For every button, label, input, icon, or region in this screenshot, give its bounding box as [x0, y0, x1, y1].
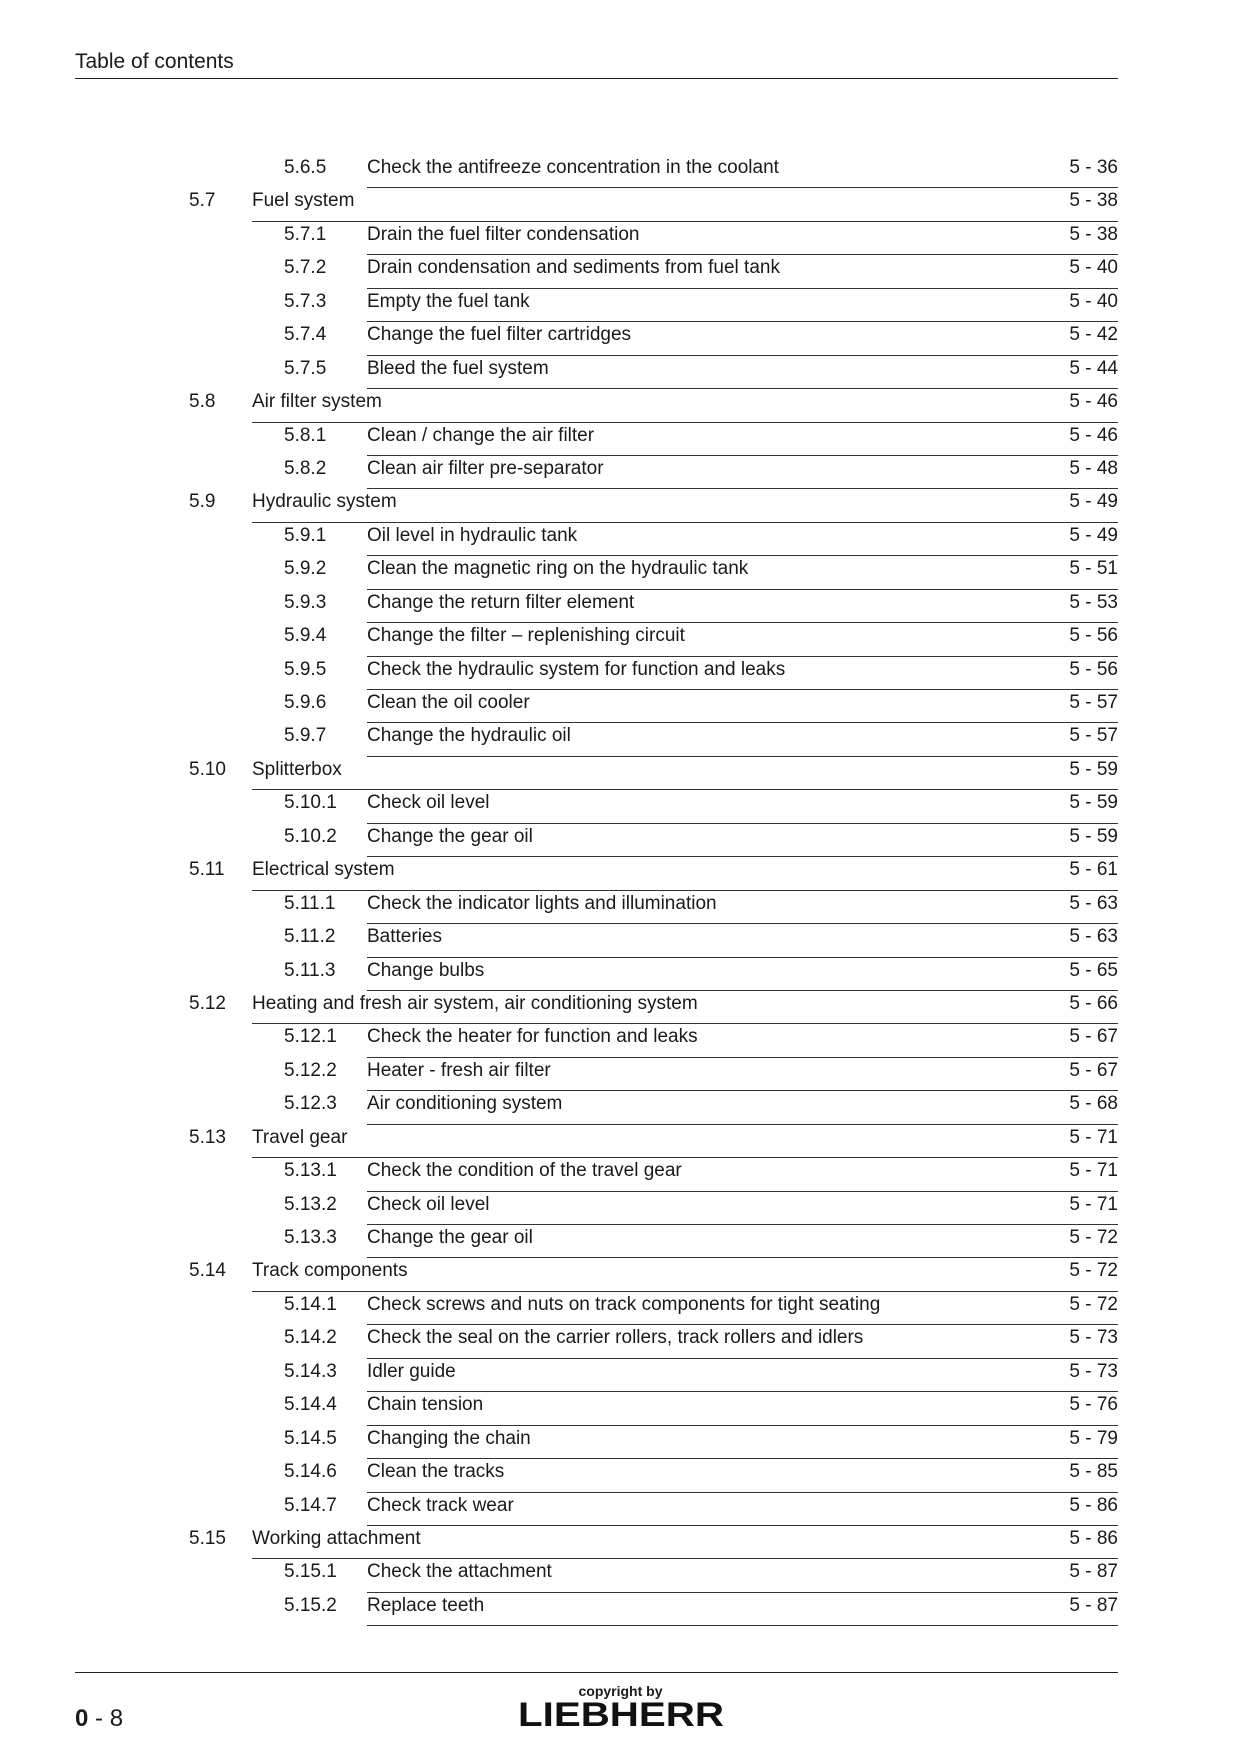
toc-entry-number: 5.9.5	[284, 658, 327, 680]
copyright-note: copyright by	[578, 1683, 663, 1699]
toc-entry-title: Fuel system	[252, 190, 355, 212]
toc-entry-number: 5.7.1	[284, 223, 327, 245]
toc-subsection-row[interactable]	[0, 824, 1241, 857]
toc-entry-number: 5.7.5	[284, 357, 327, 379]
toc-entry-title: Check the seal on the carrier rollers, track rollers and idlers	[367, 1327, 864, 1349]
toc-entry-title: Batteries	[367, 926, 442, 948]
toc-subsection-row[interactable]	[0, 1593, 1241, 1626]
toc-subsection-row[interactable]	[0, 255, 1241, 288]
toc-entry-page: 5 - 40	[1069, 257, 1118, 279]
toc-entry-title: Travel gear	[252, 1126, 348, 1148]
header-divider	[75, 78, 1118, 79]
page-separator: -	[88, 1705, 110, 1732]
page-number	[75, 1705, 123, 1733]
toc-entry-number: 5.11.3	[284, 959, 336, 981]
toc-subsection-row[interactable]	[0, 1359, 1241, 1392]
toc-entry-number: 5.9	[189, 491, 216, 513]
toc-entry-title: Check the antifreeze concentration in the coolant	[367, 157, 779, 178]
toc-subsection-row[interactable]	[0, 155, 1241, 188]
toc-subsection-row[interactable]	[0, 1325, 1241, 1358]
toc-entry-number: 5.14.4	[284, 1394, 337, 1416]
toc-subsection-row[interactable]	[0, 523, 1241, 556]
toc-subsection-row[interactable]	[0, 456, 1241, 489]
page-header-title: Table of contents	[75, 50, 234, 73]
toc-entry-page: 5 - 48	[1069, 457, 1118, 479]
toc-entry-title: Changing the chain	[367, 1427, 531, 1449]
toc-section-row[interactable]	[0, 857, 1241, 890]
toc-entry-page: 5 - 72	[1069, 1227, 1118, 1248]
toc-entry-number: 5.9.4	[284, 625, 327, 647]
toc-entry-number: 5.14	[189, 1260, 226, 1282]
toc-subsection-row[interactable]	[0, 657, 1241, 690]
toc-entry-number: 5.14.7	[284, 1494, 337, 1516]
toc-entry-number: 5.11.2	[284, 926, 336, 948]
toc-entry-title: Clean air filter pre-separator	[367, 457, 604, 479]
toc-entry-page: 5 - 56	[1069, 658, 1118, 680]
liebherr-logo	[515, 1698, 727, 1730]
toc-entry-title: Oil level in hydraulic tank	[367, 524, 578, 546]
toc-entry-number: 5.13.3	[284, 1227, 337, 1248]
toc-entry-page: 5 - 86	[1069, 1494, 1118, 1516]
toc-entry-page: 5 - 51	[1069, 558, 1118, 580]
toc-section-row[interactable]	[0, 1258, 1241, 1291]
toc-subsection-row[interactable]	[0, 623, 1241, 656]
toc-entry-page: 5 - 67	[1069, 1026, 1118, 1048]
toc-subsection-row[interactable]	[0, 1426, 1241, 1459]
toc-entry-number: 5.14.5	[284, 1427, 337, 1449]
toc-entry-page: 5 - 61	[1069, 859, 1118, 881]
toc-subsection-row[interactable]	[0, 790, 1241, 823]
toc-entry-title: Clean the magnetic ring on the hydraulic tank	[367, 558, 749, 580]
toc-entry-page: 5 - 68	[1069, 1093, 1118, 1115]
toc-entry-title: Clean the tracks	[367, 1461, 505, 1483]
toc-entry-title: Check the heater for function and leaks	[367, 1026, 698, 1048]
toc-entry-title: Check the condition of the travel gear	[367, 1160, 682, 1182]
toc-subsection-row[interactable]	[0, 958, 1241, 991]
toc-entry-page: 5 - 56	[1069, 625, 1118, 647]
toc-subsection-row[interactable]	[0, 556, 1241, 589]
toc-section-row[interactable]	[0, 188, 1241, 221]
toc-entry-page: 5 - 72	[1069, 1293, 1118, 1315]
toc-entry-page: 5 - 59	[1069, 792, 1118, 814]
toc-subsection-row[interactable]	[0, 1559, 1241, 1592]
toc-section-row[interactable]	[0, 1125, 1241, 1158]
toc-entry-title: Hydraulic system	[252, 491, 397, 513]
toc-entry-underline	[367, 1625, 1118, 1626]
toc-entry-page: 5 - 59	[1069, 825, 1118, 847]
toc-subsection-row[interactable]	[0, 924, 1241, 957]
toc-entry-page: 5 - 86	[1069, 1527, 1118, 1549]
toc-subsection-row[interactable]	[0, 322, 1241, 355]
toc-subsection-row[interactable]	[0, 289, 1241, 322]
toc-entry-page: 5 - 79	[1069, 1427, 1118, 1449]
toc-entry-title: Track components	[252, 1260, 408, 1282]
toc-entry-title: Change the gear oil	[367, 1227, 533, 1248]
toc-entry-title: Heating and fresh air system, air conditioning system	[252, 992, 698, 1014]
toc-entry-title: Check the indicator lights and illumination	[367, 892, 717, 914]
toc-entry-page: 5 - 87	[1069, 1594, 1118, 1616]
toc-entry-number: 5.9.3	[284, 591, 327, 613]
toc-entry-number: 5.13	[189, 1126, 226, 1148]
toc-section-row[interactable]	[0, 991, 1241, 1024]
toc-entry-number: 5.13.2	[284, 1193, 337, 1215]
toc-entry-page: 5 - 72	[1069, 1260, 1118, 1282]
toc-entry-page: 5 - 46	[1069, 424, 1118, 446]
toc-entry-page: 5 - 38	[1069, 223, 1118, 245]
toc-entry-title: Change the return filter element	[367, 591, 635, 613]
page-chapter: 0	[75, 1705, 89, 1732]
toc-entry-number: 5.12.2	[284, 1059, 337, 1081]
toc-entry-number: 5.14.3	[284, 1360, 337, 1382]
toc-entry-number: 5.8	[189, 391, 216, 413]
toc-entry-page: 5 - 40	[1069, 290, 1118, 312]
toc-entry-title: Check oil level	[367, 1193, 490, 1215]
toc-entry-title: Change the gear oil	[367, 825, 533, 847]
toc-entry-title: Change bulbs	[367, 959, 485, 981]
toc-subsection-row[interactable]	[0, 891, 1241, 924]
toc-subsection-row[interactable]	[0, 1024, 1241, 1057]
toc-entry-title: Chain tension	[367, 1394, 484, 1416]
toc-entry-page: 5 - 65	[1069, 959, 1118, 981]
toc-section-row[interactable]	[0, 757, 1241, 790]
toc-entry-title: Clean the oil cooler	[367, 692, 530, 713]
toc-entry-page: 5 - 42	[1069, 324, 1118, 346]
toc-subsection-row[interactable]	[0, 1493, 1241, 1526]
toc-entry-page: 5 - 73	[1069, 1327, 1118, 1349]
toc-entry-title: Air filter system	[252, 391, 382, 413]
toc-entry-page: 5 - 53	[1069, 591, 1118, 613]
toc-entry-title: Replace teeth	[367, 1594, 485, 1616]
toc-subsection-row[interactable]	[0, 1192, 1241, 1225]
toc-entry-number: 5.9.1	[284, 524, 327, 546]
toc-entry-number: 5.14.2	[284, 1327, 337, 1349]
toc-entry-number: 5.15	[189, 1527, 226, 1549]
toc-entry-title: Change the filter – replenishing circuit	[367, 625, 685, 647]
toc-entry-page: 5 - 67	[1069, 1059, 1118, 1081]
toc-entry-page: 5 - 63	[1069, 892, 1118, 914]
toc-entry-number: 5.6.5	[284, 157, 327, 178]
toc-entry-page: 5 - 73	[1069, 1360, 1118, 1382]
toc-entry-page: 5 - 71	[1069, 1160, 1118, 1182]
toc-subsection-row[interactable]	[0, 1058, 1241, 1091]
toc-entry-title: Change the hydraulic oil	[367, 725, 571, 747]
toc-entry-page: 5 - 63	[1069, 926, 1118, 948]
page-index: 8	[109, 1705, 124, 1732]
toc-entry-number: 5.10.1	[284, 792, 337, 814]
toc-entry-title: Check the attachment	[367, 1561, 552, 1583]
toc-entry-number: 5.12.1	[284, 1026, 337, 1048]
footer-divider	[75, 1672, 1118, 1673]
toc-entry-title: Air conditioning system	[367, 1093, 563, 1115]
toc-entry-title: Idler guide	[367, 1360, 456, 1382]
toc-entry-number: 5.7	[189, 190, 216, 212]
toc-subsection-row[interactable]	[0, 1292, 1241, 1325]
toc-subsection-row[interactable]	[0, 1091, 1241, 1124]
toc-entry-page: 5 - 57	[1069, 692, 1118, 713]
toc-entry-number: 5.9.6	[284, 692, 327, 713]
toc-entry-title: Drain condensation and sediments from fuel tank	[367, 257, 780, 279]
toc-entry-title: Clean / change the air filter	[367, 424, 595, 446]
toc-subsection-row[interactable]	[0, 423, 1241, 456]
toc-section-row[interactable]	[0, 389, 1241, 422]
toc-section-row[interactable]	[0, 1526, 1241, 1559]
toc-entry-page: 5 - 57	[1069, 725, 1118, 747]
toc-entry-number: 5.9.7	[284, 725, 327, 747]
toc-entry-number: 5.14.1	[284, 1293, 337, 1315]
toc-entry-title: Empty the fuel tank	[367, 290, 530, 312]
toc-entry-page: 5 - 71	[1069, 1193, 1118, 1215]
toc-entry-title: Check oil level	[367, 792, 490, 814]
toc-entry-number: 5.15.1	[284, 1561, 337, 1583]
toc-entry-number: 5.15.2	[284, 1594, 337, 1616]
toc-subsection-row[interactable]	[0, 356, 1241, 389]
toc-subsection-row[interactable]	[0, 1158, 1241, 1191]
toc-entry-page: 5 - 66	[1069, 992, 1118, 1014]
toc-subsection-row[interactable]	[0, 1459, 1241, 1492]
toc-entry-page: 5 - 85	[1069, 1461, 1118, 1483]
toc-entry-number: 5.9.2	[284, 558, 327, 580]
toc-entry-title: Electrical system	[252, 859, 395, 881]
toc-subsection-row[interactable]	[0, 222, 1241, 255]
toc-entry-title: Check track wear	[367, 1494, 514, 1516]
toc-entry-title: Splitterbox	[252, 758, 342, 780]
toc-entry-title: Working attachment	[252, 1527, 421, 1549]
toc-subsection-row[interactable]	[0, 1392, 1241, 1425]
toc-entry-number: 5.12.3	[284, 1093, 337, 1115]
toc-subsection-row[interactable]	[0, 590, 1241, 623]
toc-entry-title: Drain the fuel filter condensation	[367, 223, 640, 245]
toc-entry-page: 5 - 59	[1069, 758, 1118, 780]
toc-entry-title: Heater - fresh air filter	[367, 1059, 551, 1081]
toc-entry-number: 5.8.2	[284, 457, 327, 479]
toc-entry-page: 5 - 38	[1069, 190, 1118, 212]
toc-entry-number: 5.10.2	[284, 825, 337, 847]
toc-entry-title: Check screws and nuts on track components for tight seating	[367, 1293, 881, 1315]
toc-entry-page: 5 - 87	[1069, 1561, 1118, 1583]
toc-entry-number: 5.7.3	[284, 290, 327, 312]
toc-entry-number: 5.10	[189, 758, 226, 780]
toc-entry-number: 5.11	[189, 859, 225, 881]
toc-entry-title: Change the fuel filter cartridges	[367, 324, 632, 346]
toc-subsection-row[interactable]	[0, 690, 1241, 723]
table-of-contents	[0, 155, 1241, 1626]
toc-entry-page: 5 - 76	[1069, 1394, 1118, 1416]
toc-subsection-row[interactable]	[0, 1225, 1241, 1258]
toc-entry-number: 5.11.1	[284, 892, 336, 914]
toc-section-row[interactable]	[0, 489, 1241, 522]
toc-entry-title: Check the hydraulic system for function and leaks	[367, 658, 786, 680]
toc-entry-page: 5 - 36	[1069, 157, 1118, 178]
toc-entry-page: 5 - 46	[1069, 391, 1118, 413]
toc-entry-number: 5.12	[189, 992, 226, 1014]
toc-subsection-row[interactable]	[0, 723, 1241, 756]
toc-entry-page: 5 - 49	[1069, 491, 1118, 513]
toc-entry-number: 5.7.2	[284, 257, 327, 279]
toc-entry-page: 5 - 49	[1069, 524, 1118, 546]
toc-entry-number: 5.7.4	[284, 324, 327, 346]
toc-entry-number: 5.8.1	[284, 424, 327, 446]
toc-entry-page: 5 - 44	[1069, 357, 1118, 379]
toc-entry-page: 5 - 71	[1069, 1126, 1118, 1148]
logo-wordmark: LIEBHERR	[518, 1698, 724, 1730]
toc-entry-number: 5.13.1	[284, 1160, 337, 1182]
toc-entry-number: 5.14.6	[284, 1461, 337, 1483]
toc-entry-title: Bleed the fuel system	[367, 357, 549, 379]
